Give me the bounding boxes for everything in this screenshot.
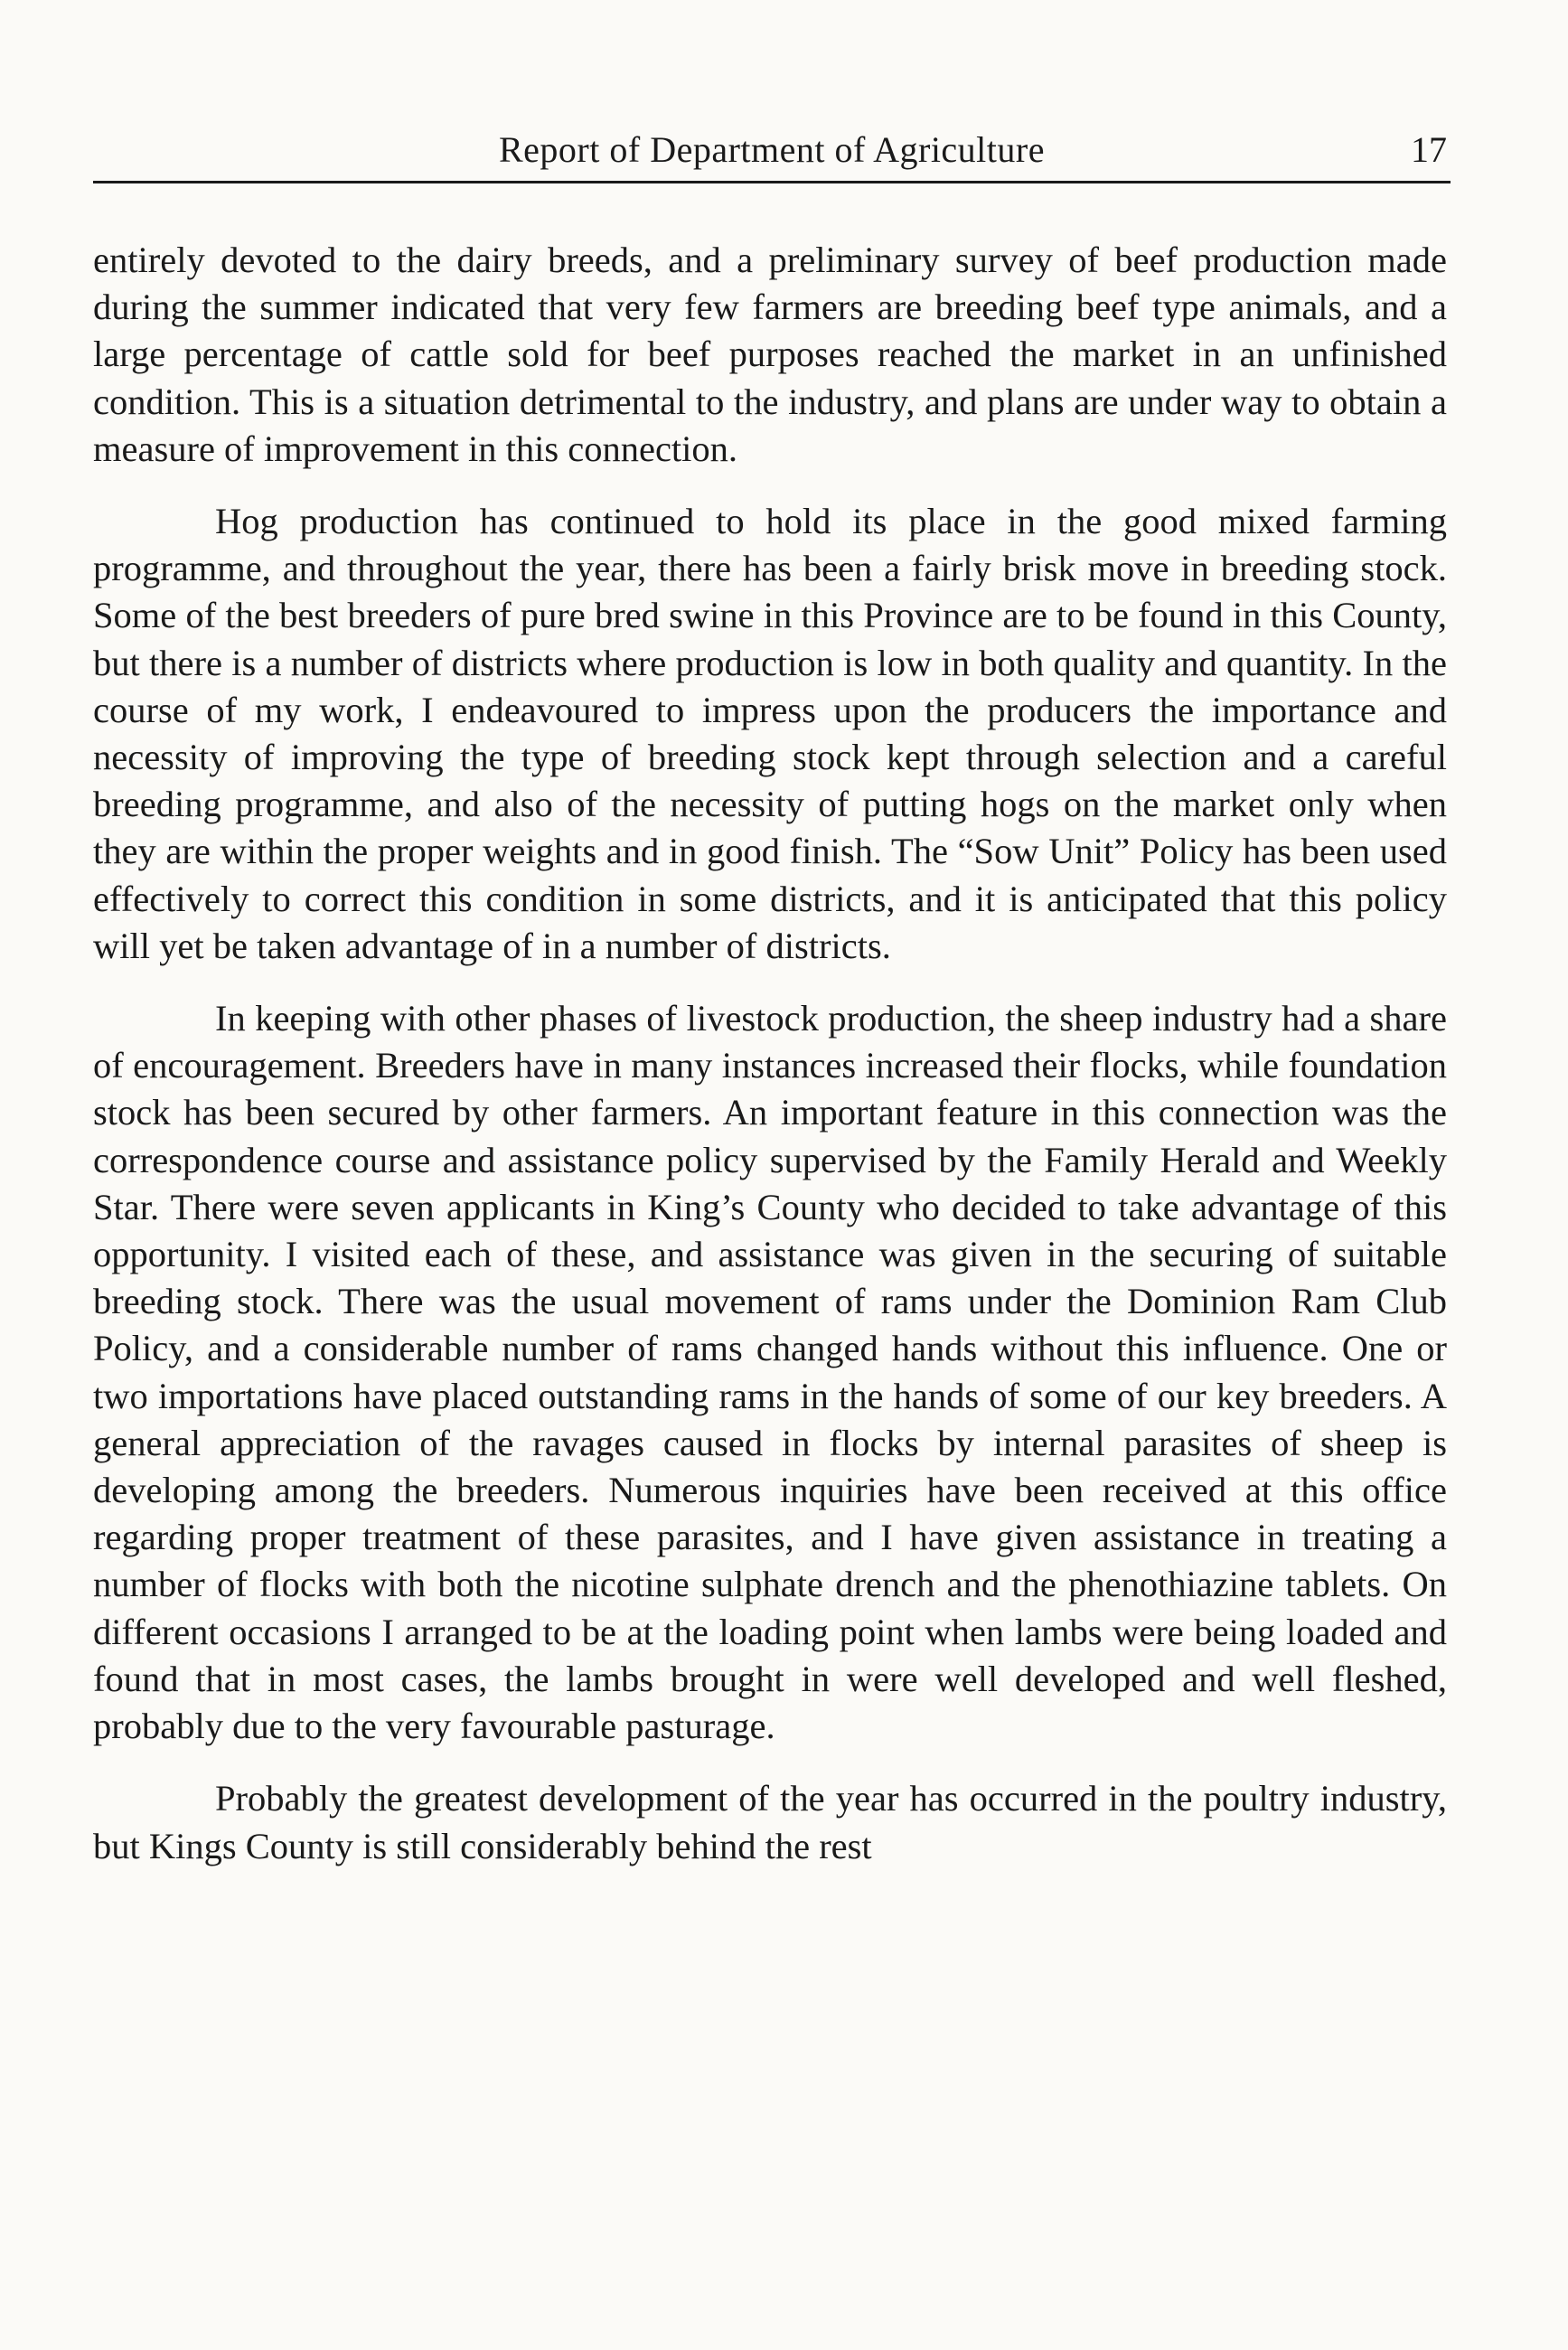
paragraph-beef-cattle: entirely devoted to the dairy breeds, and a preliminary survey of beef production made during the summer indicated that very few farmers are breeding beef type animals, and a large percentage of cattle sold for beef purposes reached the market in an unfinished condition. This is a situation detrimental to the industry, and plans are under way to obtain a measure of improvement in this connection. [93,240,1447,469]
paragraph-poultry-industry: Probably the greatest development of the year has occurred in the poultry industry, but Kings County is still considerably behind the rest [93,1778,1447,1866]
page-number: 17 [1411,129,1447,170]
paragraph-sheep-industry: In keeping with other phases of livestock production, the sheep industry had a share of encouragement. Breeders have in many instances increased their flocks, while foundation stock has been secured by other farmers. An important feature in this connection was the correspondence course and assistance policy supervised by the Family Herald and Weekly Star. There were seven applicants in King’s County who decided to take advantage of this opportunity. I visited each of these, and assistance was given in the securing of suitable breeding stock. There was the usual movement of rams under the Dominion Ram Club Policy, and a considerable number of rams changed hands without this influence. One or two importations have placed outstanding rams in the hands of some of our key breeders. A general appreciation of the ravages caused in flocks by internal parasites of sheep is developing among the breeders. Numerous inquiries have been received at this office regarding proper treatment of these parasites, and I have given assistance in treating a number of flocks with both the nicotine sulphate drench and the phenothiazine tablets. On different occasions I arranged to be at the loading point when lambs were being loaded and found that in most cases, the lambs brought in were well developed and well fleshed, probably due to the very favourable pasturage. [93,998,1447,1747]
running-header [93,125,1451,183]
running-title: Report of Department of Agriculture [499,129,1045,170]
paragraph-hog-production: Hog production has continued to hold its place in the good mixed farming programme, and throughout the year, there has been a fairly brisk move in breeding stock. Some of the best breeders of pure bred swine in this Province are to be found in this County, but there is a number of districts where production is low in both quality and quantity. In the course of my work, I endeavoured to impress upon the producers the importance and necessity of improving the type of breeding stock kept through selection and a careful breeding programme, and also of the necessity of putting hogs on the market only when they are within the proper weights and in good finish. The “Sow Unit” Policy has been used effectively to correct this condition in some districts, and it is anticipated that this policy will yet be taken advantage of in a number of districts. [93,501,1447,966]
body-text [93,237,1447,1870]
